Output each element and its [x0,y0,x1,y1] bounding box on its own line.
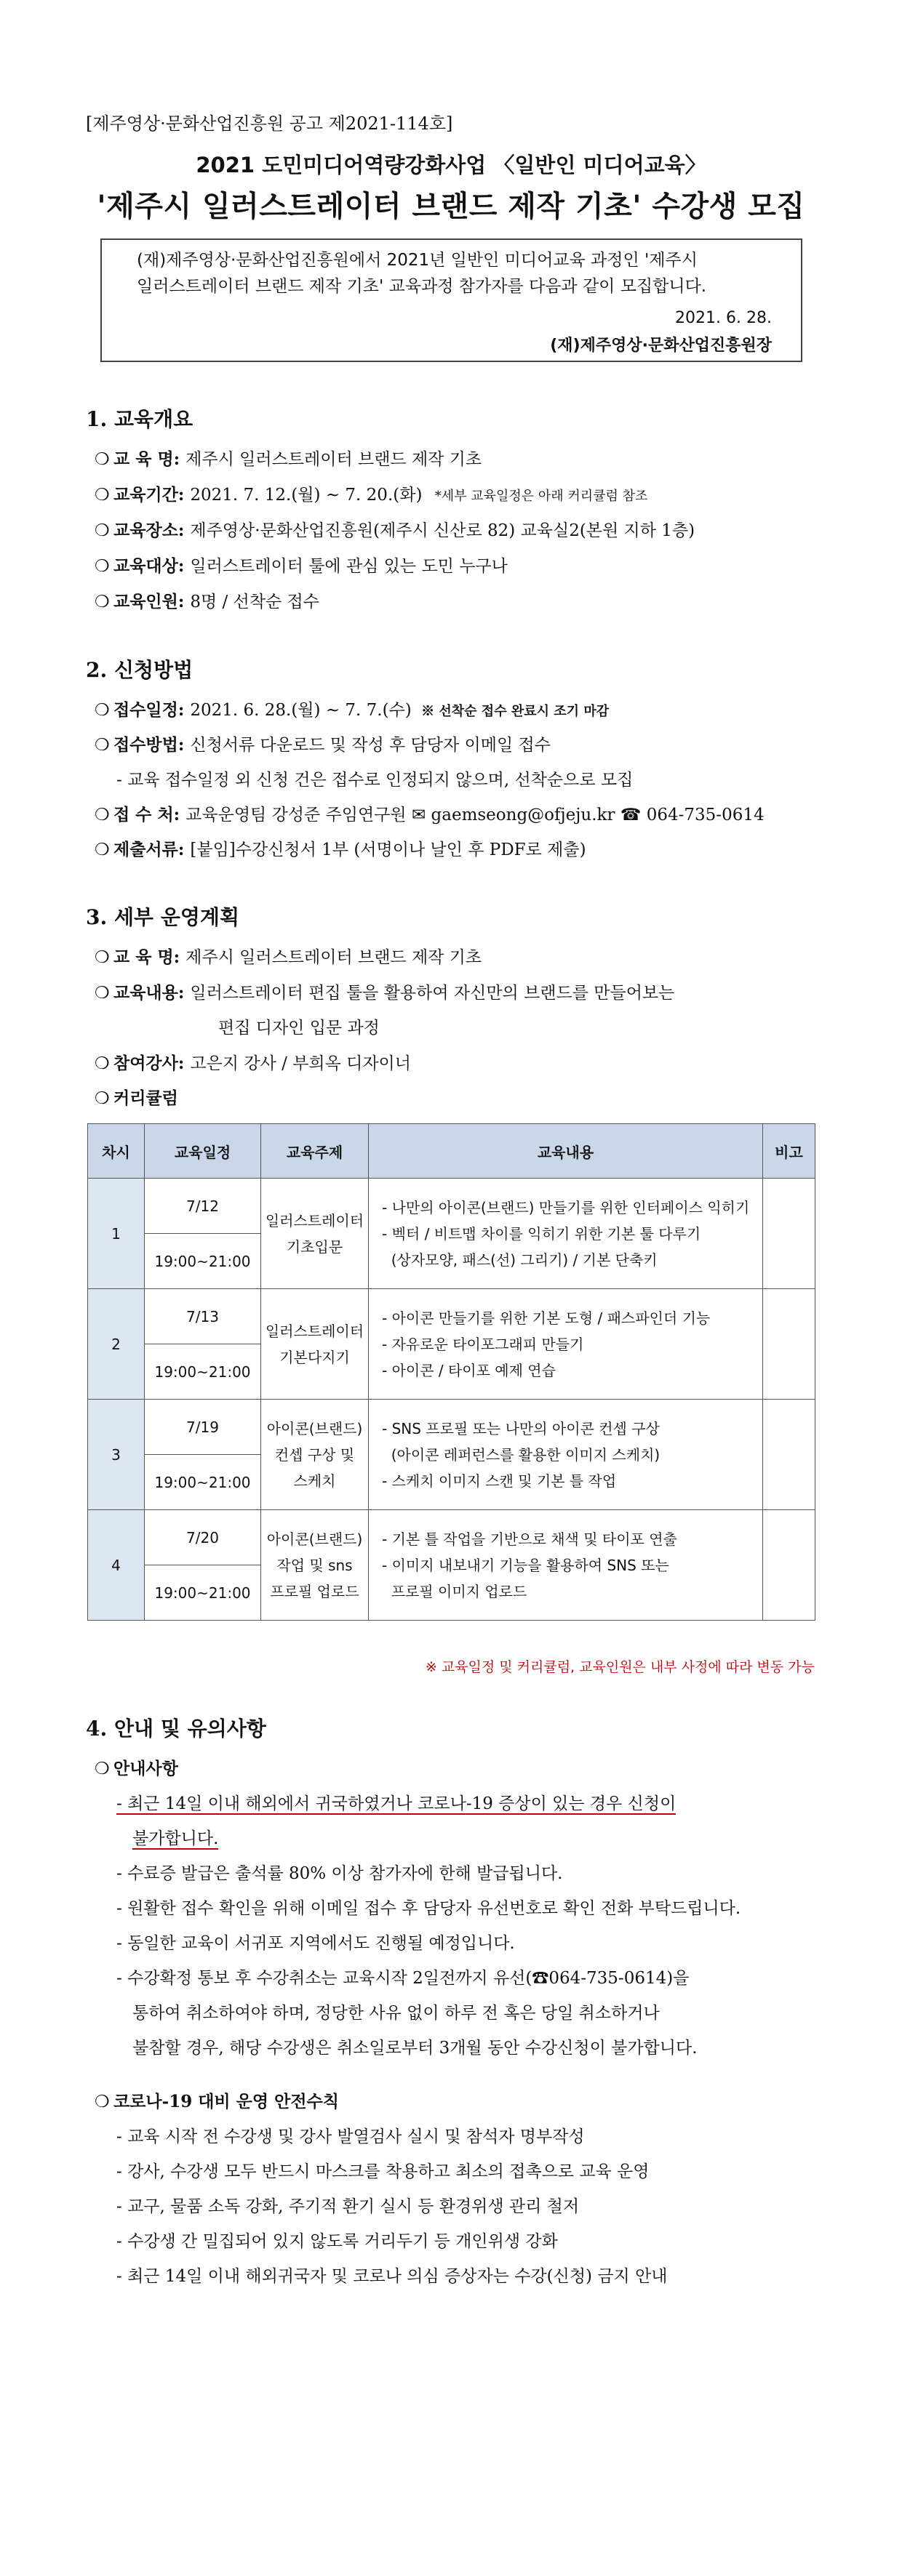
covid-line: - 수강생 간 밀집되어 있지 않도록 거리두기 등 개인위생 강화 [116,2232,558,2251]
date-cell: 7/13 [145,1289,261,1344]
time-cell: 19:00~21:00 [145,1234,261,1289]
item-value: 일러스트레이터 편집 툴을 활용하여 자신만의 브랜드를 만들어보는 [190,984,675,1003]
curriculum-table [87,1123,815,1621]
item-label: 접수방법 [113,735,178,755]
overview-item: ❍ 교육인원: 8명 / 선착순 접수 [95,592,319,611]
content-cell [369,1400,763,1510]
item-value: 제주영상·문화산업진흥원(제주시 신산로 82) 교육실2(본원 지하 1층) [190,521,695,540]
col-header-remarks: 비고 [763,1124,815,1179]
notice-number: [제주영상·문화산업진흥원 공고 제2021-114호] [86,113,453,134]
topic-line: 아이콘(브랜드) [266,1419,363,1437]
content-line: - 나만의 아이콘(브랜드) 만들기를 위한 인터페이스 익히기 [382,1198,750,1216]
time-cell: 19:00~21:00 [145,1565,261,1621]
item-label: 교육장소 [113,521,178,540]
guide-line: - 수료증 발급은 출석률 80% 이상 참가자에 한해 발급됩니다. [116,1864,563,1883]
time-cell: 19:00~21:00 [145,1455,261,1510]
covid-title-text: 코로나-19 대비 운영 안전수칙 [113,2092,339,2111]
table-note: ※ 교육일정 및 커리큘럼, 교육인원은 내부 사정에 따라 변동 가능 [425,1659,815,1675]
item-label: 접 수 처 [113,805,174,824]
item-label: 교육기간 [113,485,178,505]
topic-line: 일러스트레이터 [265,1322,364,1340]
guide-line: - 수강확정 통보 후 수강취소는 교육시작 2일전까지 유선(☎064-735-0614)을 [116,1969,690,1988]
table-row [88,1179,815,1234]
content-line: 프로필 이미지 업로드 [382,1582,527,1600]
item-label: 교육내용 [113,983,178,1003]
topic-cell [261,1179,369,1289]
overview-item: ❍ 교육대상: 일러스트레이터 툴에 관심 있는 도민 누구나 [95,556,508,576]
table-row [88,1510,815,1565]
content-line: - 스케치 이미지 스캔 및 기본 틀 작업 [382,1472,617,1490]
covid-title: ❍ 코로나-19 대비 운영 안전수칙 [95,2092,339,2111]
page-title: '제주시 일러스트레이터 브랜드 제작 기초' 수강생 모집 [97,190,805,223]
session-cell: 3 [88,1400,145,1510]
application-item: ❍ 제출서류: [붙임]수강신청서 1부 (서명이나 날인 후 PDF로 제출) [95,840,586,859]
session-cell: 2 [88,1289,145,1400]
section-heading-application: 2. 신청방법 [86,658,193,682]
guide-title: ❍ 안내사항 [95,1759,178,1778]
application-item: ❍ 접수일정: 2021. 6. 28.(월) ~ 7. 7.(수) ※ 선착순 접수 완료시 조기 마감 [95,700,610,720]
page-subtitle: 2021 도민미디어역량강화사업 〈일반인 미디어교육〉 [196,153,706,177]
item-value: 고은지 강사 / 부희옥 디자이너 [190,1054,411,1073]
item-value: 2021. 6. 28.(월) ~ 7. 7.(수) [190,701,412,720]
intro-line: (재)제주영상·문화산업진흥원에서 2021년 일반인 미디어교육 과정인 '제주시 [137,251,698,270]
plan-item: ❍ 교 육 명: 제주시 일러스트레이터 브랜드 제작 기초 [95,947,482,967]
section-heading-plan: 3. 세부 운영계획 [86,905,240,929]
topic-line: 기본다지기 [279,1348,350,1366]
guide-line-text: - 최근 14일 이내 해외에서 귀국하였거나 코로나-19 증상이 있는 경우 신청이 [116,1794,676,1813]
content-cell [369,1179,763,1289]
item-value: 신청서류 다운로드 및 작성 후 담당자 이메일 접수 [190,736,551,755]
content-line: - 아이콘 만들기를 위한 기본 도형 / 패스파인더 기능 [382,1309,711,1327]
item-label: 교 육 명 [113,947,174,967]
guide-line-text: 불가합니다. [132,1829,219,1848]
content-line: - 벡터 / 비트맵 차이를 익히기 위한 기본 툴 다루기 [382,1224,701,1243]
item-label: 접수일정 [113,700,178,720]
item-label: 교 육 명 [113,449,174,469]
remarks-cell [763,1289,815,1400]
item-value: 일러스트레이터 툴에 관심 있는 도민 누구나 [190,557,508,576]
content-cell [369,1510,763,1621]
topic-line: 일러스트레이터 [265,1211,364,1229]
plan-item-continuation: 편집 디자인 입문 과정 [218,1019,380,1038]
time-cell: 19:00~21:00 [145,1344,261,1400]
table-header-row [88,1124,815,1179]
guide-line [116,1790,676,1814]
table-row [88,1400,815,1455]
guide-line: 통하여 취소하여야 하며, 정당한 사유 없이 하루 전 혹은 당일 취소하거나 [132,2004,660,2023]
date-cell: 7/19 [145,1400,261,1455]
section-heading-notice: 4. 안내 및 유의사항 [86,1717,266,1741]
item-note: *세부 교육일정은 아래 커리큘럼 참조 [434,489,648,504]
topic-line: 작업 및 sns [276,1556,353,1574]
application-sub-note: - 교육 접수일정 외 신청 건은 접수로 인정되지 않으며, 선착순으로 모집 [116,771,634,790]
item-label: 교육대상 [113,556,178,576]
content-cell [369,1289,763,1400]
notice-date: 2021. 6. 28. [675,309,772,327]
plan-item: ❍ 커리큘럼 [95,1088,178,1108]
topic-line: 프로필 업로드 [270,1582,359,1600]
guide-line: - 동일한 교육이 서귀포 지역에서도 진행될 예정입니다. [116,1934,515,1953]
col-header-schedule: 교육일정 [145,1124,261,1179]
item-value: 8명 / 선착순 접수 [190,593,319,611]
covid-line: - 강사, 수강생 모두 반드시 마스크를 착용하고 최소의 접촉으로 교육 운영 [116,2162,650,2181]
covid-line: - 교육 시작 전 수강생 및 강사 발열검사 실시 및 참석자 명부작성 [116,2127,585,2146]
overview-item: ❍ 교육기간: 2021. 7. 12.(월) ~ 7. 20.(화) *세부 교육일정은 아래 커리큘럼 참조 [95,485,648,505]
issuing-organization: (재)제주영상·문화산업진흥원장 [550,337,772,355]
plan-item: ❍ 교육내용: 일러스트레이터 편집 툴을 활용하여 자신만의 브랜드를 만들어보는 [95,983,675,1003]
item-note: ※ 선착순 접수 완료시 조기 마감 [421,704,610,719]
overview-item: ❍ 교 육 명: 제주시 일러스트레이터 브랜드 제작 기초 [95,449,482,469]
item-value: 제주시 일러스트레이터 브랜드 제작 기초 [185,450,482,469]
item-value: 교육운영팀 강성준 주임연구원 ✉ gaemseong@ofjeju.kr ☎ 064-735-0614 [185,806,765,824]
date-cell: 7/20 [145,1510,261,1565]
content-line: (아이콘 레퍼런스를 활용한 이미지 스케치) [382,1445,660,1464]
content-line: - 아이콘 / 타이포 예제 연습 [382,1361,556,1379]
content-line: - 기본 틀 작업을 기반으로 채색 및 타이포 연출 [382,1530,677,1548]
topic-cell [261,1289,369,1400]
session-cell: 4 [88,1510,145,1621]
topic-cell [261,1510,369,1621]
guide-line [132,1825,218,1849]
col-header-session: 차시 [88,1124,145,1179]
intro-text [137,247,777,300]
item-value: 2021. 7. 12.(월) ~ 7. 20.(화) [190,486,423,505]
topic-line: 컨셉 구상 및 [274,1445,355,1464]
item-label: 제출서류 [113,840,178,859]
col-header-topic: 교육주제 [261,1124,369,1179]
section-heading-overview: 1. 교육개요 [86,407,193,431]
item-value: [붙임]수강신청서 1부 (서명이나 날인 후 PDF로 제출) [190,840,586,859]
covid-line: - 최근 14일 이내 해외귀국자 및 코로나 의심 증상자는 수강(신청) 금지 안내 [116,2267,668,2286]
topic-line: 아이콘(브랜드) [266,1530,363,1548]
item-value: 제주시 일러스트레이터 브랜드 제작 기초 [185,948,482,967]
plan-item: ❍ 참여강사: 고은지 강사 / 부희옥 디자이너 [95,1054,411,1073]
remarks-cell [763,1179,815,1289]
guide-line: - 원활한 접수 확인을 위해 이메일 접수 후 담당자 유선번호로 확인 전화 부탁드립니다. [116,1899,741,1918]
application-item: ❍ 접 수 처: 교육운영팀 강성준 주임연구원 ✉ gaemseong@ofjeju.kr ☎ 064-735-0614 [95,805,765,824]
content-line: - SNS 프로필 또는 나만의 아이콘 컨셉 구상 [382,1419,660,1437]
table-row [88,1289,815,1344]
intro-box [100,238,802,362]
guide-title-text: 안내사항 [113,1759,178,1778]
item-label: 참여강사 [113,1054,178,1073]
remarks-cell [763,1400,815,1510]
item-label: 교육인원 [113,592,178,611]
topic-line: 기초입문 [286,1237,343,1256]
remarks-cell [763,1510,815,1621]
content-line: (상자모양, 패스(선) 그리기) / 기본 단축키 [382,1251,658,1269]
item-label: 커리큘럼 [113,1088,178,1108]
date-cell: 7/12 [145,1179,261,1234]
session-cell: 1 [88,1179,145,1289]
topic-cell [261,1400,369,1510]
covid-line: - 교구, 물품 소독 강화, 주기적 환기 실시 등 환경위생 관리 철저 [116,2197,580,2216]
content-line: - 자유로운 타이포그래피 만들기 [382,1335,584,1353]
topic-line: 스케치 [293,1472,336,1490]
application-item: ❍ 접수방법: 신청서류 다운로드 및 작성 후 담당자 이메일 접수 [95,735,551,755]
col-header-content: 교육내용 [369,1124,763,1179]
intro-line: 일러스트레이터 브랜드 제작 기초' 교육과정 참가자를 다음과 같이 모집합니다. [137,277,707,296]
guide-line: 불참할 경우, 해당 수강생은 취소일로부터 3개월 동안 수강신청이 불가합니다. [132,2039,698,2058]
overview-item: ❍ 교육장소: 제주영상·문화산업진흥원(제주시 신산로 82) 교육실2(본원 지하 1층) [95,521,695,540]
content-line: - 이미지 내보내기 기능을 활용하여 SNS 또는 [382,1556,669,1574]
